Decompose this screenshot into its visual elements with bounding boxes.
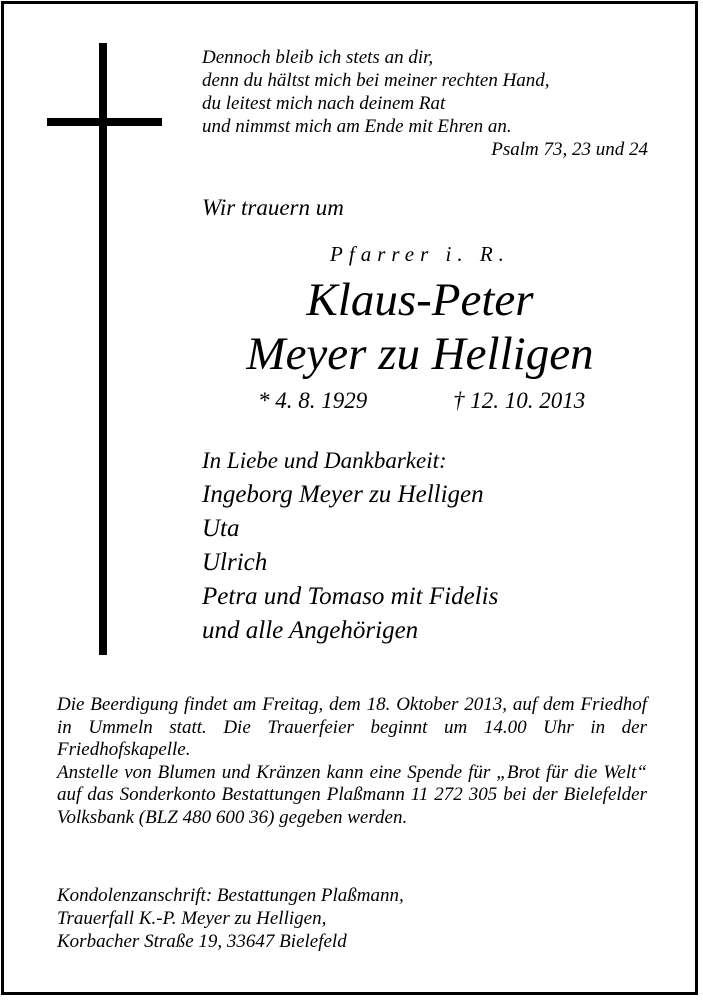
mourners-intro: In Liebe und Dankbarkeit:: [202, 448, 447, 473]
condolence-line: Korbacher Straße 19, 33647 Bielefeld: [57, 931, 347, 952]
psalm-reference: Psalm 73, 23 und 24: [491, 139, 648, 160]
psalm-verse: [202, 46, 550, 138]
psalm-line: und nimmst mich am Ende mit Ehren an.: [202, 116, 512, 137]
mourner-name: Petra und Tomaso mit Fidelis: [202, 583, 499, 610]
psalm-line: denn du hältst mich bei meiner rechten Hand,: [202, 70, 550, 91]
psalm-line: du leitest mich nach deinem Rat: [202, 93, 446, 114]
mourner-name: und alle Angehörigen: [202, 617, 419, 644]
deceased-first-name: Klaus-Peter: [306, 274, 534, 326]
mourning-intro: Wir trauern um: [202, 195, 344, 220]
mourners-list: [202, 447, 498, 648]
cross-horizontal-bar: [47, 118, 162, 126]
deceased-title: Pfarrer i. R.: [330, 242, 510, 266]
birth-date: * 4. 8. 1929: [258, 388, 368, 413]
condolence-line: Kondolenzanschrift: Bestattungen Plaßmann,: [57, 885, 404, 906]
funeral-notice: Die Beerdigung findet am Freitag, dem 18. Oktober 2013, auf dem Friedhof in Ummeln statt. Die Trauerfeier beginnt um 14.00 Uhr in der Friedhofskapelle.: [57, 694, 647, 760]
condolence-address: [57, 884, 404, 953]
mourner-name: Uta: [202, 515, 240, 542]
death-date: † 12. 10. 2013: [453, 388, 586, 413]
deceased-surname: Meyer zu Helligen: [246, 328, 594, 380]
psalm-line: Dennoch bleib ich stets an dir,: [202, 47, 434, 68]
mourner-name: Ingeborg Meyer zu Helligen: [202, 481, 484, 508]
condolence-line: Trauerfall K.-P. Meyer zu Helligen,: [57, 908, 327, 929]
mourner-name: Ulrich: [202, 549, 268, 576]
donation-notice: Anstelle von Blumen und Kränzen kann eine Spende für „Brot für die Welt“ auf das Sonderkonto Bestattungen Plaßmann 11 272 305 bei der Bielefelder Volksbank (BLZ 480 600 36) gegeben werden.: [57, 761, 647, 828]
funeral-information: [57, 694, 647, 829]
